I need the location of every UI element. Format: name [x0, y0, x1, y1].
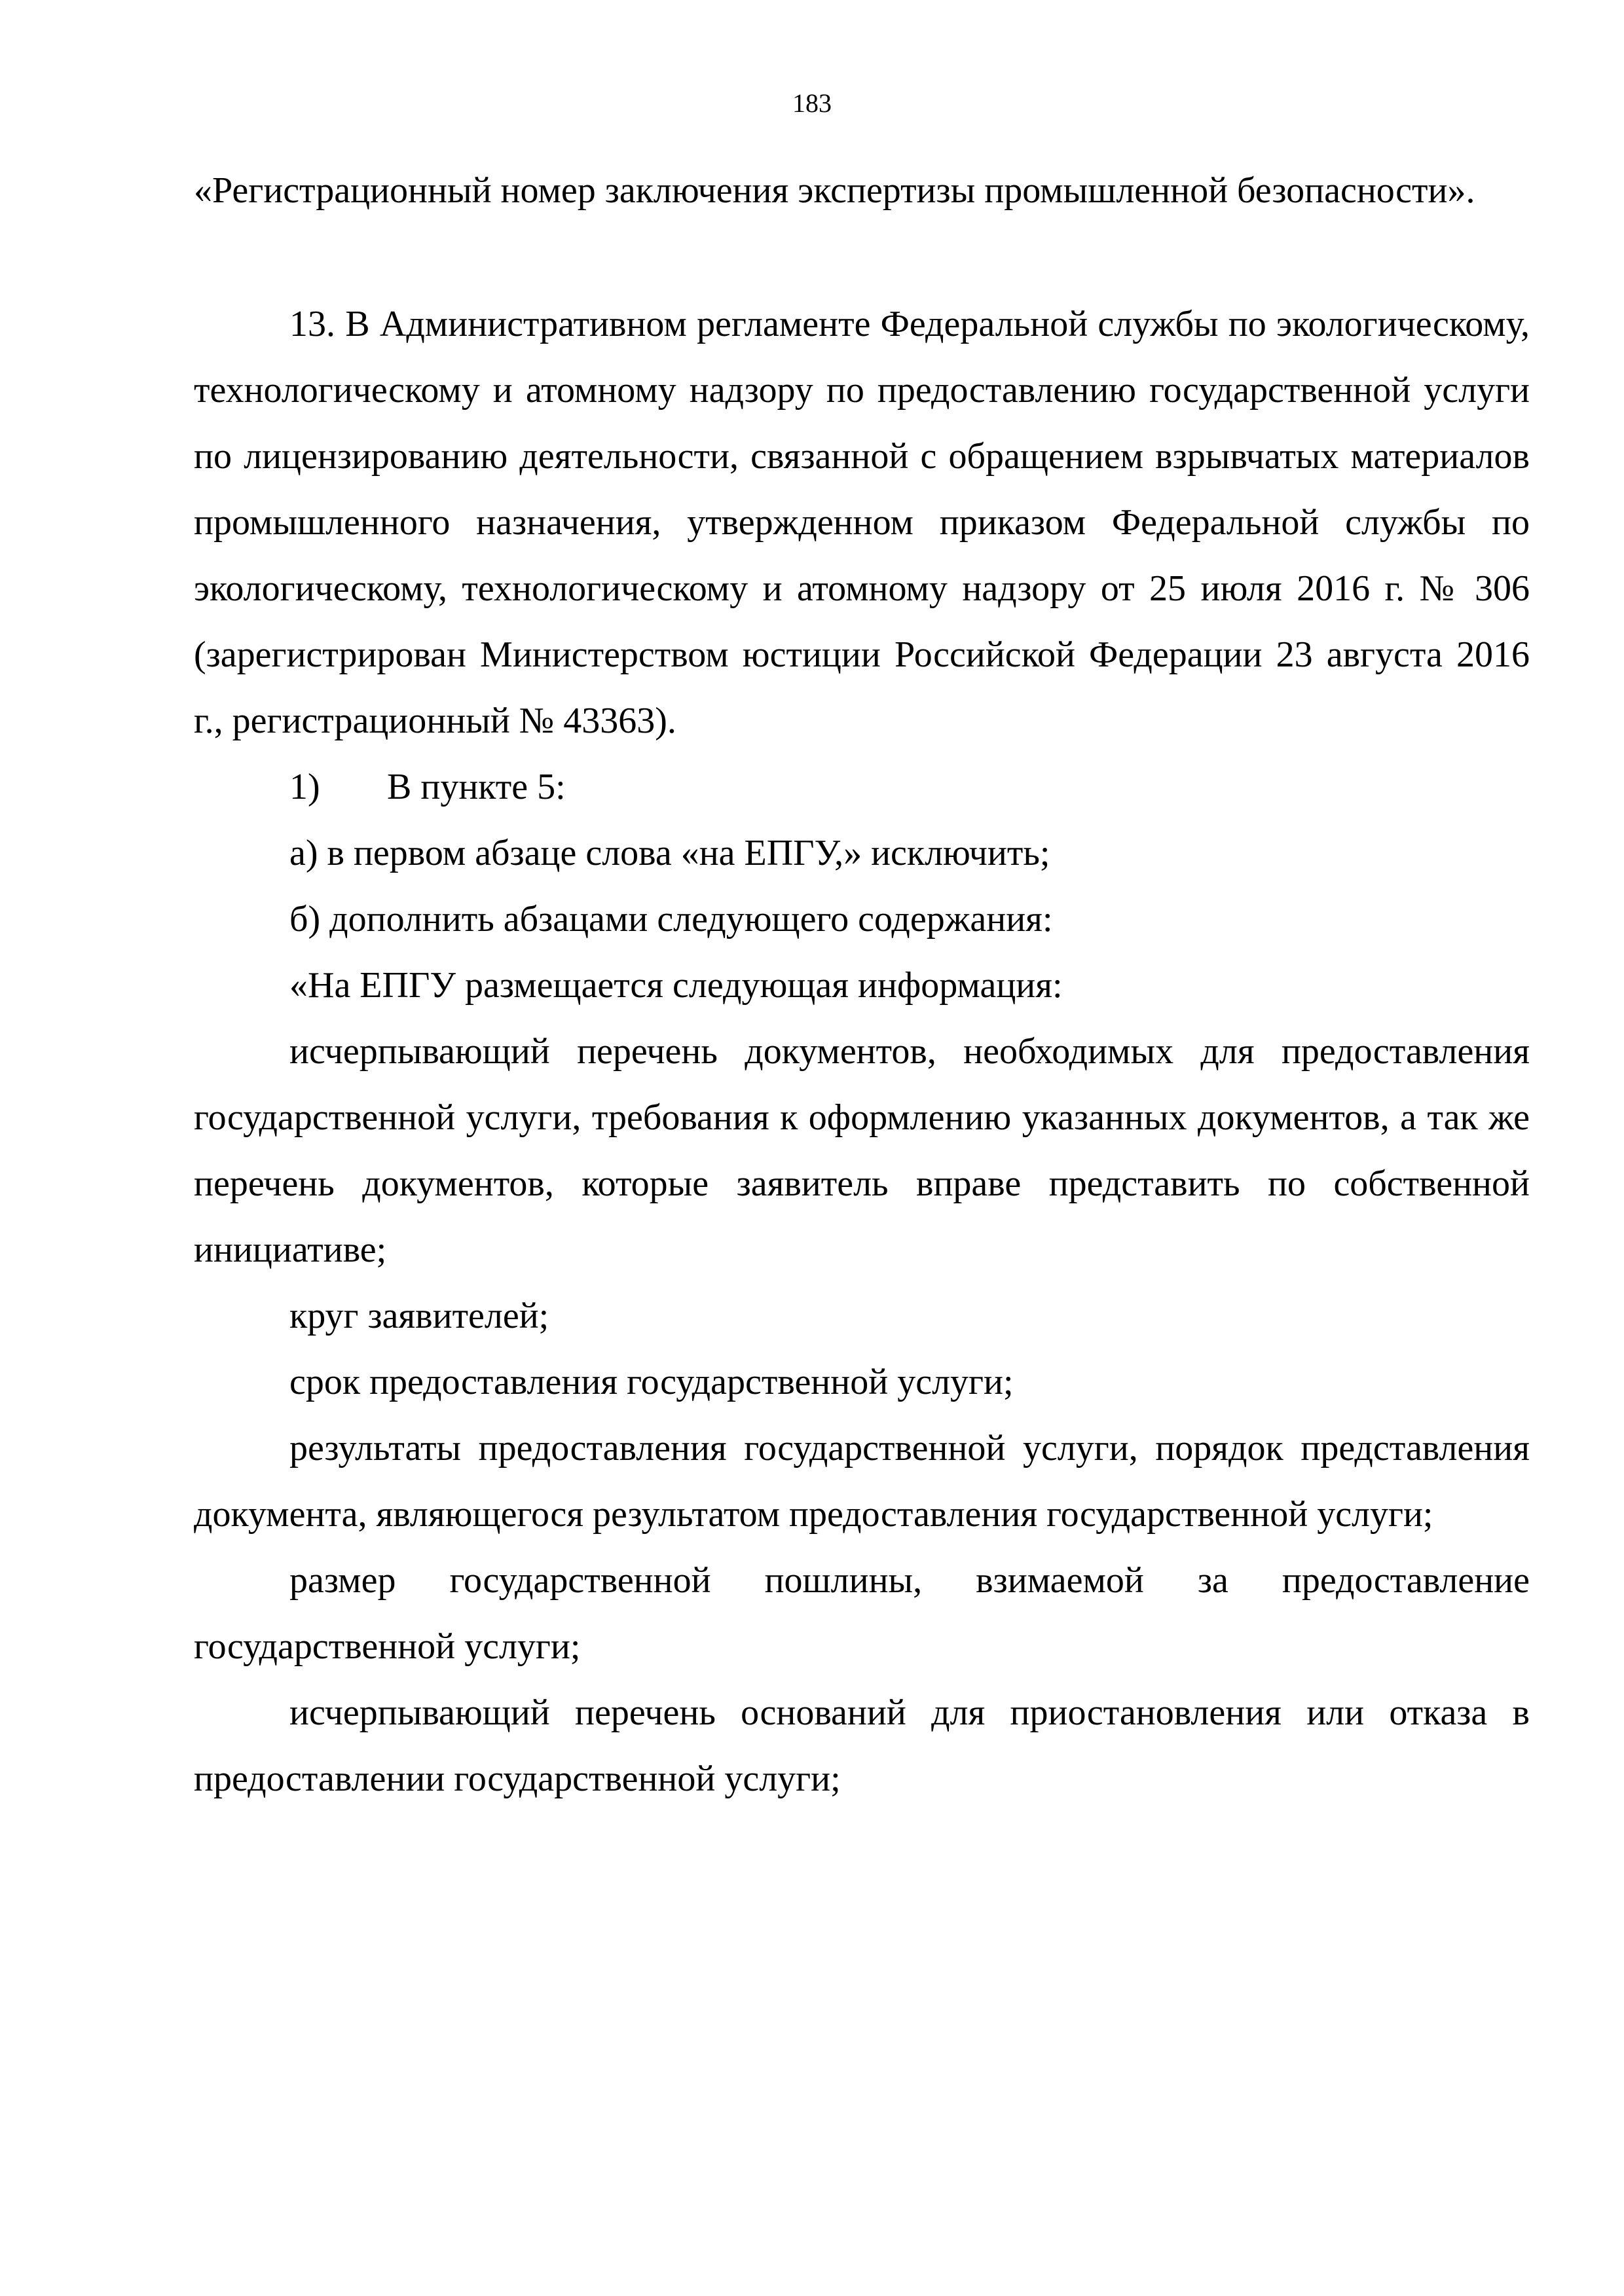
document-body [194, 158, 1530, 1812]
paragraph-section-13: 13. В Административном регламенте Федеральной службы по экологическому, технологическому и атомному надзору по предоставлению государственной услуги по лицензированию деятельности, связанной с обращением взрывчатых материалов промышленного назначения, утвержденном приказом Федеральной службы по экологическому, технологическому и атомному надзору от 25 июля 2016 г. № 306 (зарегистрирован Министерством юстиции Российской Федерации 23 августа 2016 г., регистрационный № 43363). [194, 304, 1530, 741]
quote-intro: «На ЕПГУ размещается следующая информация: [289, 965, 1063, 1006]
list-item-1-text: В пункте 5: [387, 767, 566, 807]
list-item-documents: исчерпывающий перечень документов, необходимых для предоставления государственной услуги, требования к оформлению указанных документов, а так же перечень документов, которые заявитель вправе представить по собственной инициативе; [194, 1031, 1530, 1270]
list-item-fee: размер государственной пошлины, взимаемой за предоставление государственной услуги; [194, 1560, 1530, 1667]
page-number: 183 [792, 88, 832, 118]
list-item-refusal-grounds: исчерпывающий перечень оснований для приостановления или отказа в предоставлении государственной услуги; [194, 1692, 1530, 1799]
list-item-applicants: круг заявителей; [289, 1296, 549, 1336]
list-item-term: срок предоставления государственной услуги; [289, 1362, 1014, 1402]
list-item-1-number: 1) [289, 767, 320, 807]
subitem-a: а) в первом абзаце слова «на ЕПГУ,» исключить; [289, 833, 1050, 873]
list-item-1 [194, 754, 1530, 820]
subitem-b: б) дополнить абзацами следующего содержания: [289, 899, 1053, 939]
paragraph-registration-number: «Регистрационный номер заключения экспертизы промышленной безопасности». [194, 170, 1475, 211]
list-item-results: результаты предоставления государственной услуги, порядок представления документа, являющегося результатом предоставления государственной услуги; [194, 1428, 1530, 1535]
